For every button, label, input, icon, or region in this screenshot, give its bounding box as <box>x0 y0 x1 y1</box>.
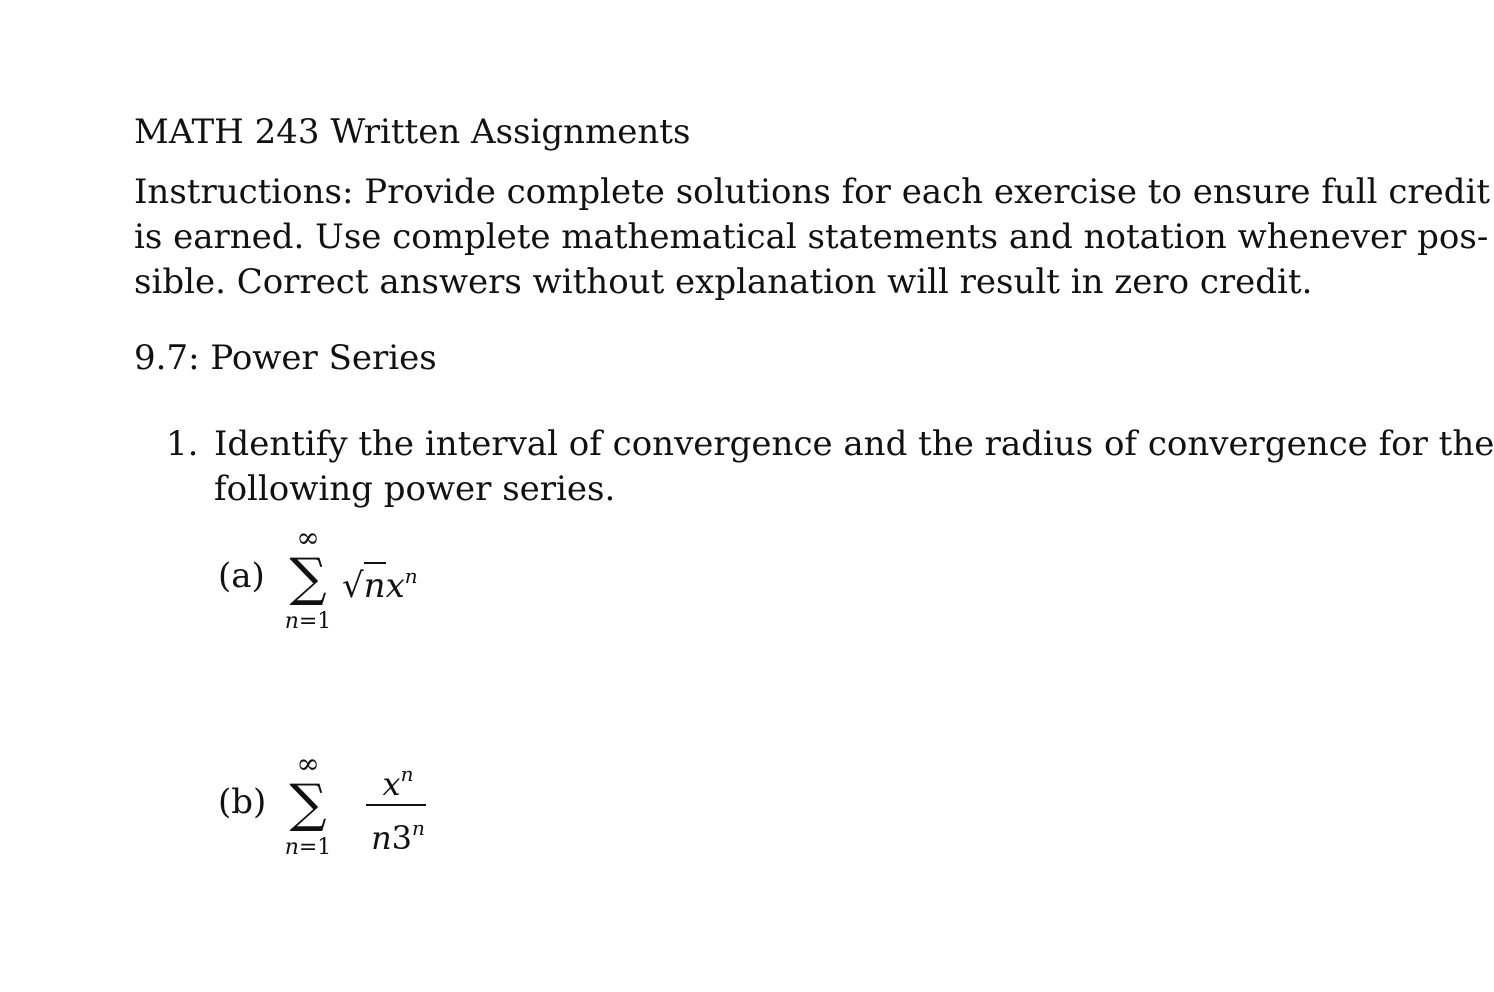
sum-index-start: =1 <box>298 609 332 634</box>
instructions-line: is earned. Use complete mathematical statements and notation whenever pos- <box>134 217 1489 257</box>
sigma-symbol: ∑ <box>289 548 327 608</box>
radicand: n <box>364 562 386 606</box>
sum-upper-limit: ∞ <box>296 747 320 780</box>
sum-lower-limit <box>278 610 338 634</box>
part-b-summation <box>278 747 338 860</box>
sum-index-var: n <box>284 609 299 634</box>
term-base: x <box>385 566 405 606</box>
problem-number: 1. <box>166 424 199 464</box>
sum-index-var: n <box>284 835 299 860</box>
denominator-var: n <box>371 819 392 857</box>
part-a-term <box>342 556 418 606</box>
part-a-summation <box>278 521 338 634</box>
sum-lower-limit <box>278 836 338 860</box>
fraction-bar <box>366 804 426 806</box>
document-title: MATH 243 Written Assignments <box>134 112 691 152</box>
problem-text-line: Identify the interval of convergence and the radius of convergence for the <box>214 424 1494 464</box>
term-exponent: n <box>404 564 418 588</box>
denominator-exponent: n <box>412 816 425 840</box>
sum-upper-limit: ∞ <box>296 521 320 554</box>
problem-text-line: following power series. <box>214 469 616 509</box>
numerator-exponent: n <box>400 762 414 786</box>
instructions-paragraph <box>134 170 1491 305</box>
part-b-fraction <box>366 756 430 857</box>
sigma-symbol: ∑ <box>289 774 327 834</box>
fraction-numerator <box>366 756 430 802</box>
radical-sign: √ <box>342 566 364 606</box>
fraction-denominator <box>366 810 430 856</box>
instructions-line: sible. Correct answers without explanation will result in zero credit. <box>134 262 1313 302</box>
section-heading: 9.7: Power Series <box>134 338 437 378</box>
instructions-line: Instructions: Provide complete solutions for each exercise to ensure full credit <box>134 172 1491 212</box>
part-b-label: (b) <box>218 782 267 822</box>
numerator-base: x <box>382 765 401 803</box>
denominator-base: 3 <box>391 819 413 857</box>
problem-text <box>214 422 1494 512</box>
sum-index-start: =1 <box>298 835 332 860</box>
part-a-label: (a) <box>218 556 265 596</box>
